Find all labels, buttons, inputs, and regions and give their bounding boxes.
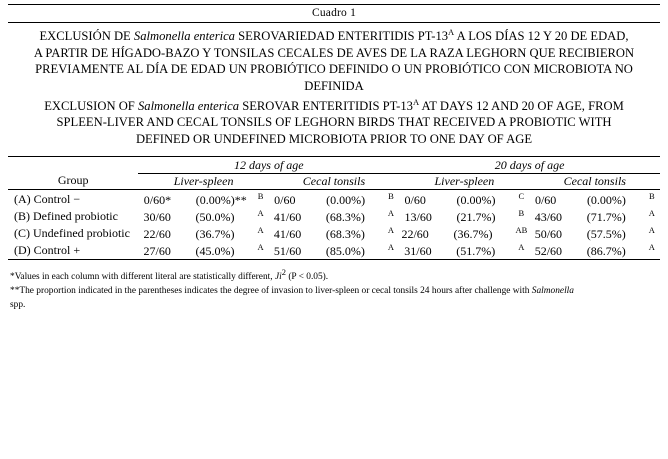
cell-value: 22/60 xyxy=(143,226,171,241)
results-table xyxy=(8,156,660,261)
cell-letter: A xyxy=(648,241,655,252)
footnote-one-chi-sup: 2 xyxy=(281,266,286,277)
cell-letter: B xyxy=(257,190,264,201)
cell-d-liver-spleen-12 xyxy=(138,242,268,260)
age-group-header-row xyxy=(8,158,660,174)
cell-b-liver-spleen-20 xyxy=(399,208,529,225)
title-en-superscript: A xyxy=(412,96,420,107)
cell-letter: A xyxy=(257,241,264,252)
title-en-seg-a: EXCLUSION OF xyxy=(44,98,138,113)
title-block xyxy=(8,23,660,150)
footnote-two-species: Salmonella xyxy=(531,285,574,296)
title-english-line-2: SPLEEN-LIVER AND CECAL TONSILS OF LEGHORN BIRDS THAT RECEIVED A PROBIOTIC WITH xyxy=(56,115,612,130)
cell-a-cecal-tonsils-20 xyxy=(530,191,660,208)
cell-percent: (0.00%)** xyxy=(195,192,247,207)
cell-a-liver-spleen-20 xyxy=(399,191,529,208)
cell-value: 41/60 xyxy=(273,209,302,224)
cell-value: 52/60 xyxy=(534,243,563,258)
title-es-superscript: A xyxy=(448,27,455,37)
footnote-two-cont: spp. xyxy=(10,299,26,310)
cell-a-liver-spleen-12 xyxy=(138,191,268,208)
title-english-line-3: DEFINED OR UNDEFINED MICROBIOTA PRIOR TO ONE DAY OF AGE xyxy=(135,132,533,147)
title-spanish-line-4: DEFINIDA xyxy=(304,79,364,94)
cell-percent: (0.00%) xyxy=(456,192,496,207)
footnotes xyxy=(8,267,660,312)
cell-letter: A xyxy=(387,241,395,252)
cell-letter: A xyxy=(257,224,264,235)
cell-percent: (57.5%) xyxy=(586,226,626,241)
cell-letter: B xyxy=(388,190,394,201)
cell-percent: (36.7%) xyxy=(195,226,235,241)
footnote-one-seg-b: (P < 0.05). xyxy=(285,271,329,282)
footnote-two-seg-a: **The proportion indicated in the parentheses indicates the degree of invasion to liver-spleen or cecal tonsils 24 hours after challenge with xyxy=(10,285,532,296)
cell-value: 41/60 xyxy=(273,226,302,241)
column-header-cecal-tonsils-20: Cecal tonsils xyxy=(563,173,626,188)
title-es-seg-a: EXCLUSIÓN DE xyxy=(39,29,134,44)
cell-value: 0/60 xyxy=(274,192,296,207)
cell-c-cecal-tonsils-20 xyxy=(530,225,660,242)
table-row xyxy=(8,191,660,208)
cell-c-cecal-tonsils-12 xyxy=(269,225,399,242)
cell-letter: A xyxy=(518,241,525,252)
column-header-liver-spleen-20: Liver-spleen xyxy=(434,173,495,188)
age-group-20-days: 20 days of age xyxy=(399,158,660,174)
cell-letter: B xyxy=(518,207,525,218)
title-spanish-line-3: PREVIAMENTE AL DÍA DE EDAD UN PROBIÓTICO DEFINIDO O UN PROBIÓTICO CON MICROBIOTA NO xyxy=(35,62,633,77)
table-figure-page xyxy=(0,4,668,459)
cell-d-liver-spleen-20 xyxy=(399,242,529,260)
row-label-control-minus: (A) Control − xyxy=(14,191,81,206)
age-group-12-days: 12 days of age xyxy=(138,158,399,174)
title-es-seg-b: SEROVARIEDAD ENTERITIDIS PT-13 xyxy=(234,29,449,44)
cell-letter: A xyxy=(257,207,264,218)
footnote-two xyxy=(10,285,658,298)
cell-c-liver-spleen-20 xyxy=(399,225,529,242)
cell-value: 0/60 xyxy=(534,192,557,207)
row-label-control-plus: (D) Control + xyxy=(14,242,81,257)
cell-percent: (21.7%) xyxy=(456,209,496,224)
column-header-group: Group xyxy=(57,173,89,188)
cell-value: 0/60 xyxy=(404,192,426,207)
column-header-row xyxy=(8,173,660,189)
table-bottom-rule xyxy=(8,259,660,261)
cell-percent: (0.00%) xyxy=(326,192,366,207)
cell-value: 31/60 xyxy=(404,243,432,258)
table-row xyxy=(8,225,660,242)
cell-percent: (68.3%) xyxy=(325,226,365,241)
cell-b-cecal-tonsils-20 xyxy=(530,208,660,225)
cell-percent: (85.0%) xyxy=(325,243,365,258)
cell-percent: (68.3%) xyxy=(325,209,365,224)
table-row xyxy=(8,208,660,225)
cell-c-liver-spleen-12 xyxy=(138,225,268,242)
cell-letter: AB xyxy=(515,224,528,235)
cell-letter: A xyxy=(648,224,655,235)
cell-value: 13/60 xyxy=(404,209,432,224)
caption-label: Cuadro 1 xyxy=(311,7,357,19)
cell-value: 0/60* xyxy=(143,192,172,207)
table-bottom-rule-row xyxy=(8,259,660,261)
cell-value: 22/60 xyxy=(401,226,429,241)
footnote-one xyxy=(10,267,658,284)
cell-letter: C xyxy=(518,190,525,201)
title-spanish-line-2: A PARTIR DE HÍGADO-BAZO Y TONSILAS CECALES DE AVES DE LA RAZA LEGHORN QUE RECIBIERON xyxy=(33,45,635,60)
cell-percent: (36.7%) xyxy=(453,226,493,241)
column-header-cecal-tonsils-12: Cecal tonsils xyxy=(302,173,366,188)
footnote-one-seg-a: *Values in each column with different literal are statistically different, xyxy=(10,271,275,282)
title-english-line-1 xyxy=(12,97,656,115)
cell-letter: B xyxy=(648,190,655,201)
row-label-defined-probiotic: (B) Defined probiotic xyxy=(14,208,118,223)
cell-value: 51/60 xyxy=(273,243,302,258)
cell-percent: (86.7%) xyxy=(586,243,626,258)
column-header-liver-spleen-12: Liver-spleen xyxy=(173,173,234,188)
cell-percent: (51.7%) xyxy=(456,243,496,258)
cell-d-cecal-tonsils-20 xyxy=(530,242,660,260)
footnote-one-chi: Ji xyxy=(274,271,282,282)
cell-letter: A xyxy=(387,207,395,218)
title-en-seg-c: AT DAYS 12 AND 20 OF AGE, FROM xyxy=(419,98,624,113)
title-en-seg-b: SEROVAR ENTERITIDIS PT-13 xyxy=(239,98,413,113)
cell-value: 50/60 xyxy=(534,226,563,241)
table-row xyxy=(8,242,660,260)
cell-percent: (0.00%) xyxy=(586,192,626,207)
title-es-species: Salmonella enterica xyxy=(133,29,235,44)
cell-percent: (50.0%) xyxy=(195,209,235,224)
title-es-seg-c: A LOS DÍAS 12 Y 20 DE EDAD, xyxy=(454,29,629,44)
cell-value: 27/60 xyxy=(143,243,171,258)
cell-percent: (71.7%) xyxy=(586,209,626,224)
cell-d-cecal-tonsils-12 xyxy=(269,242,399,260)
row-label-undefined-probiotic: (C) Undefined probiotic xyxy=(14,225,130,240)
title-spanish-line-1 xyxy=(12,27,656,45)
age-group-spacer xyxy=(8,158,138,174)
cell-percent: (45.0%) xyxy=(195,243,235,258)
cell-b-cecal-tonsils-12 xyxy=(269,208,399,225)
title-en-species: Salmonella enterica xyxy=(137,98,240,113)
cell-letter: A xyxy=(648,207,655,218)
cell-a-cecal-tonsils-12 xyxy=(269,191,399,208)
cell-letter: A xyxy=(387,224,395,235)
cell-value: 43/60 xyxy=(534,209,563,224)
cell-value: 30/60 xyxy=(143,209,171,224)
cell-b-liver-spleen-12 xyxy=(138,208,268,225)
